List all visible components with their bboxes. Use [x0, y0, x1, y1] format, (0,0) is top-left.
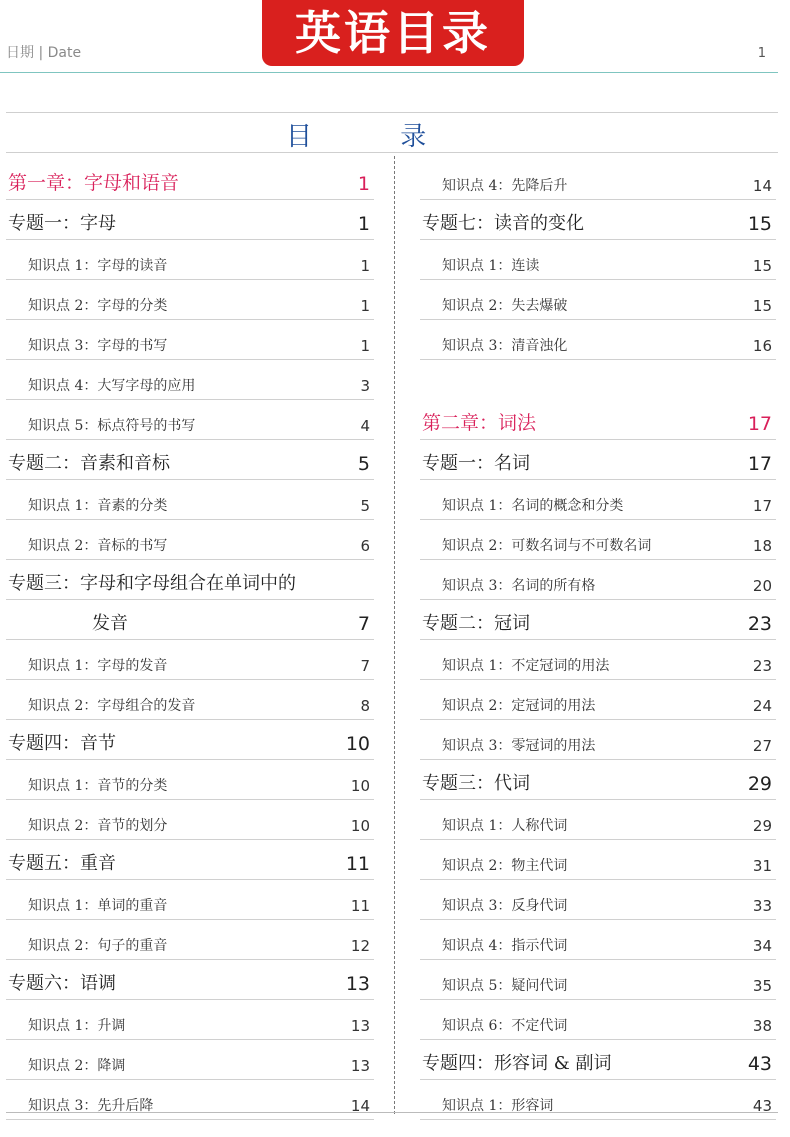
toc-entry-label: 知识点 1：音素的分类	[28, 498, 168, 514]
toc-entry-label: 专题三：代词	[422, 773, 530, 794]
toc-entry-page: 24	[752, 697, 772, 715]
toc-entry-page: 20	[752, 577, 772, 595]
toc-entry-page: 23	[747, 613, 772, 635]
toc-entry-page: 34	[752, 937, 772, 955]
toc-entry-label: 第二章：词法	[422, 412, 537, 434]
toc-entry-page: 1	[360, 337, 370, 355]
header-rule	[0, 72, 778, 73]
toc-topic-cont-row[interactable]	[6, 600, 374, 640]
toc-point-row[interactable]	[420, 280, 776, 320]
toc-entry-label: 知识点 2：可数名词与不可数名词	[442, 538, 652, 554]
toc-entry-label: 专题四：音节	[8, 733, 116, 754]
toc-entry-page: 15	[752, 257, 772, 275]
toc-entry-page: 11	[350, 897, 370, 915]
toc-entry-page: 5	[360, 497, 370, 515]
toc-entry-page: 31	[752, 857, 772, 875]
toc-entry-label: 知识点 2：失去爆破	[442, 298, 568, 314]
toc-entry-page: 35	[752, 977, 772, 995]
toc-entry-page: 33	[752, 897, 772, 915]
toc-entry-label: 知识点 4：大写字母的应用	[28, 378, 196, 394]
toc-point-row[interactable]	[6, 920, 374, 960]
toc-entry-page: 10	[350, 777, 370, 795]
toc-point-row[interactable]	[6, 760, 374, 800]
toc-entry-label: 知识点 1：人称代词	[442, 818, 568, 834]
toc-entry-label: 第一章：字母和语音	[8, 172, 180, 194]
toc-point-row[interactable]	[6, 680, 374, 720]
toc-entry-page: 17	[747, 453, 772, 475]
toc-entry-label: 知识点 1：连读	[442, 258, 540, 274]
toc-entry-label: 专题一：字母	[8, 213, 116, 234]
toc-point-row[interactable]	[420, 480, 776, 520]
toc-chapter-row[interactable]	[6, 160, 374, 200]
toc-point-row[interactable]	[420, 720, 776, 760]
toc-entry-label: 知识点 1：字母的发音	[28, 658, 168, 674]
page-banner: 英语目录	[262, 0, 524, 66]
toc-point-row[interactable]	[420, 840, 776, 880]
toc-entry-page: 3	[360, 377, 370, 395]
toc-entry-page: 11	[345, 853, 370, 875]
toc-entry-label: 知识点 3：反身代词	[442, 898, 568, 914]
toc-entry-page: 15	[747, 213, 772, 235]
toc-entry-label: 知识点 1：音节的分类	[28, 778, 168, 794]
toc-entry-page: 17	[752, 497, 772, 515]
toc-point-row[interactable]	[6, 880, 374, 920]
toc-entry-page: 4	[360, 417, 370, 435]
toc-entry-label: 知识点 1：不定冠词的用法	[442, 658, 610, 674]
bottom-rule	[6, 1112, 778, 1113]
toc-entry-page: 10	[350, 817, 370, 835]
toc-entry-page: 5	[357, 453, 370, 475]
toc-entry-page: 7	[357, 613, 370, 635]
toc-topic-row[interactable]	[420, 200, 776, 240]
toc-entry-label: 知识点 2：句子的重音	[28, 938, 168, 954]
toc-entry-label: 知识点 3：字母的书写	[28, 338, 168, 354]
toc-point-row[interactable]	[420, 1080, 776, 1120]
toc-entry-page: 38	[752, 1017, 772, 1035]
toc-point-row[interactable]	[6, 360, 374, 400]
toc-point-row[interactable]	[6, 640, 374, 680]
toc-entry-label: 知识点 2：物主代词	[442, 858, 568, 874]
toc-point-row[interactable]	[420, 680, 776, 720]
column-divider	[394, 156, 395, 1114]
toc-entry-label: 知识点 6：不定代词	[442, 1018, 568, 1034]
toc-point-row[interactable]	[6, 240, 374, 280]
toc-entry-page: 14	[752, 177, 772, 195]
toc-point-row[interactable]	[6, 1040, 374, 1080]
toc-topic-row[interactable]	[420, 760, 776, 800]
toc-entry-label: 知识点 5：标点符号的书写	[28, 418, 196, 434]
toc-entry-page: 18	[752, 537, 772, 555]
toc-topic-row[interactable]	[420, 1040, 776, 1080]
toc-entry-page: 14	[350, 1097, 370, 1115]
toc-entry-label: 知识点 4：指示代词	[442, 938, 568, 954]
toc-entry-label: 知识点 2：音标的书写	[28, 538, 168, 554]
title-rule-top	[6, 112, 778, 113]
toc-entry-page: 8	[360, 697, 370, 715]
toc-entry-page: 1	[360, 257, 370, 275]
toc-entry-label: 专题六：语调	[8, 973, 116, 994]
toc-entry-label: 专题四：形容词 & 副词	[422, 1053, 612, 1074]
toc-entry-label: 知识点 1：名词的概念和分类	[442, 498, 624, 514]
toc-point-row[interactable]	[6, 320, 374, 360]
toc-chapter-row[interactable]	[420, 400, 776, 440]
toc-right-column	[420, 160, 776, 1120]
toc-entry-label: 知识点 2：字母的分类	[28, 298, 168, 314]
toc-entry-page: 1	[357, 213, 370, 235]
toc-entry-page: 15	[752, 297, 772, 315]
title-rule-bottom	[6, 152, 778, 153]
toc-entry-label: 知识点 2：定冠词的用法	[442, 698, 596, 714]
toc-entry-label: 知识点 1：字母的读音	[28, 258, 168, 274]
toc-entry-label: 知识点 3：名词的所有格	[442, 578, 596, 594]
toc-point-row[interactable]	[420, 640, 776, 680]
toc-entry-label: 知识点 2：字母组合的发音	[28, 698, 196, 714]
toc-point-row[interactable]	[6, 800, 374, 840]
toc-entry-label: 知识点 2：降调	[28, 1058, 126, 1074]
toc-entry-label: 知识点 3：清音浊化	[442, 338, 568, 354]
toc-entry-label: 知识点 4：先降后升	[442, 178, 568, 194]
toc-entry-label: 知识点 3：零冠词的用法	[442, 738, 596, 754]
toc-entry-label: 专题三：字母和字母组合在单词中的	[8, 573, 296, 594]
toc-entry-page: 1	[357, 173, 370, 195]
toc-entry-page: 1	[360, 297, 370, 315]
toc-point-row[interactable]	[420, 920, 776, 960]
toc-point-row[interactable]	[420, 1000, 776, 1040]
toc-topic-row[interactable]	[6, 720, 374, 760]
toc-entry-label: 专题二：冠词	[422, 613, 530, 634]
toc-entry-label: 知识点 1：单词的重音	[28, 898, 168, 914]
toc-entry-page: 16	[752, 337, 772, 355]
toc-left-column	[6, 160, 374, 1120]
toc-entry-label: 专题二：音素和音标	[8, 453, 170, 474]
toc-point-row[interactable]	[420, 520, 776, 560]
toc-point-row[interactable]	[6, 400, 374, 440]
toc-point-row[interactable]	[420, 960, 776, 1000]
toc-point-row[interactable]	[420, 160, 776, 200]
toc-blank-row	[420, 360, 776, 400]
toc-entry-label: 知识点 2：音节的划分	[28, 818, 168, 834]
toc-point-row[interactable]	[6, 520, 374, 560]
toc-entry-page: 7	[360, 657, 370, 675]
toc-entry-page: 43	[747, 1053, 772, 1075]
toc-entry-page: 29	[747, 773, 772, 795]
toc-entry-page: 13	[350, 1057, 370, 1075]
toc-point-row[interactable]	[420, 560, 776, 600]
toc-topic-row[interactable]	[6, 960, 374, 1000]
toc-entry-page: 10	[345, 733, 370, 755]
toc-entry-page: 43	[752, 1097, 772, 1115]
toc-entry-page: 13	[350, 1017, 370, 1035]
toc-point-row[interactable]	[420, 800, 776, 840]
toc-entry-label: 知识点 1：升调	[28, 1018, 126, 1034]
toc-entry-label: 专题五：重音	[8, 853, 116, 874]
toc-point-row[interactable]	[6, 1080, 374, 1120]
toc-entry-label: 知识点 3：先升后降	[28, 1098, 154, 1114]
toc-entry-label: 专题七：读音的变化	[422, 213, 584, 234]
toc-point-row[interactable]	[420, 320, 776, 360]
toc-entry-label: 知识点 5：疑问代词	[442, 978, 568, 994]
toc-point-row[interactable]	[6, 280, 374, 320]
toc-entry-page: 23	[752, 657, 772, 675]
toc-topic-row[interactable]	[6, 440, 374, 480]
toc-entry-page: 12	[350, 937, 370, 955]
toc-entry-page: 13	[345, 973, 370, 995]
toc-point-row[interactable]	[6, 480, 374, 520]
toc-entry-label: 发音	[92, 613, 128, 634]
toc-topic-row[interactable]	[6, 840, 374, 880]
toc-topic-row[interactable]	[6, 560, 374, 600]
toc-entry-page: 27	[752, 737, 772, 755]
toc-point-row[interactable]	[420, 240, 776, 280]
toc-topic-row[interactable]	[420, 440, 776, 480]
toc-topic-row[interactable]	[420, 600, 776, 640]
toc-entry-page: 6	[360, 537, 370, 555]
toc-point-row[interactable]	[420, 880, 776, 920]
toc-entry-page: 17	[747, 413, 772, 435]
toc-entry-label: 知识点 1：形容词	[442, 1098, 554, 1114]
page-number: 1	[757, 46, 766, 61]
toc-title: 目 录	[286, 122, 467, 152]
toc-entry-label: 专题一：名词	[422, 453, 530, 474]
toc-entry-page: 29	[752, 817, 772, 835]
toc-topic-row[interactable]	[6, 200, 374, 240]
toc-point-row[interactable]	[6, 1000, 374, 1040]
date-label: 日期 | Date	[6, 45, 82, 61]
